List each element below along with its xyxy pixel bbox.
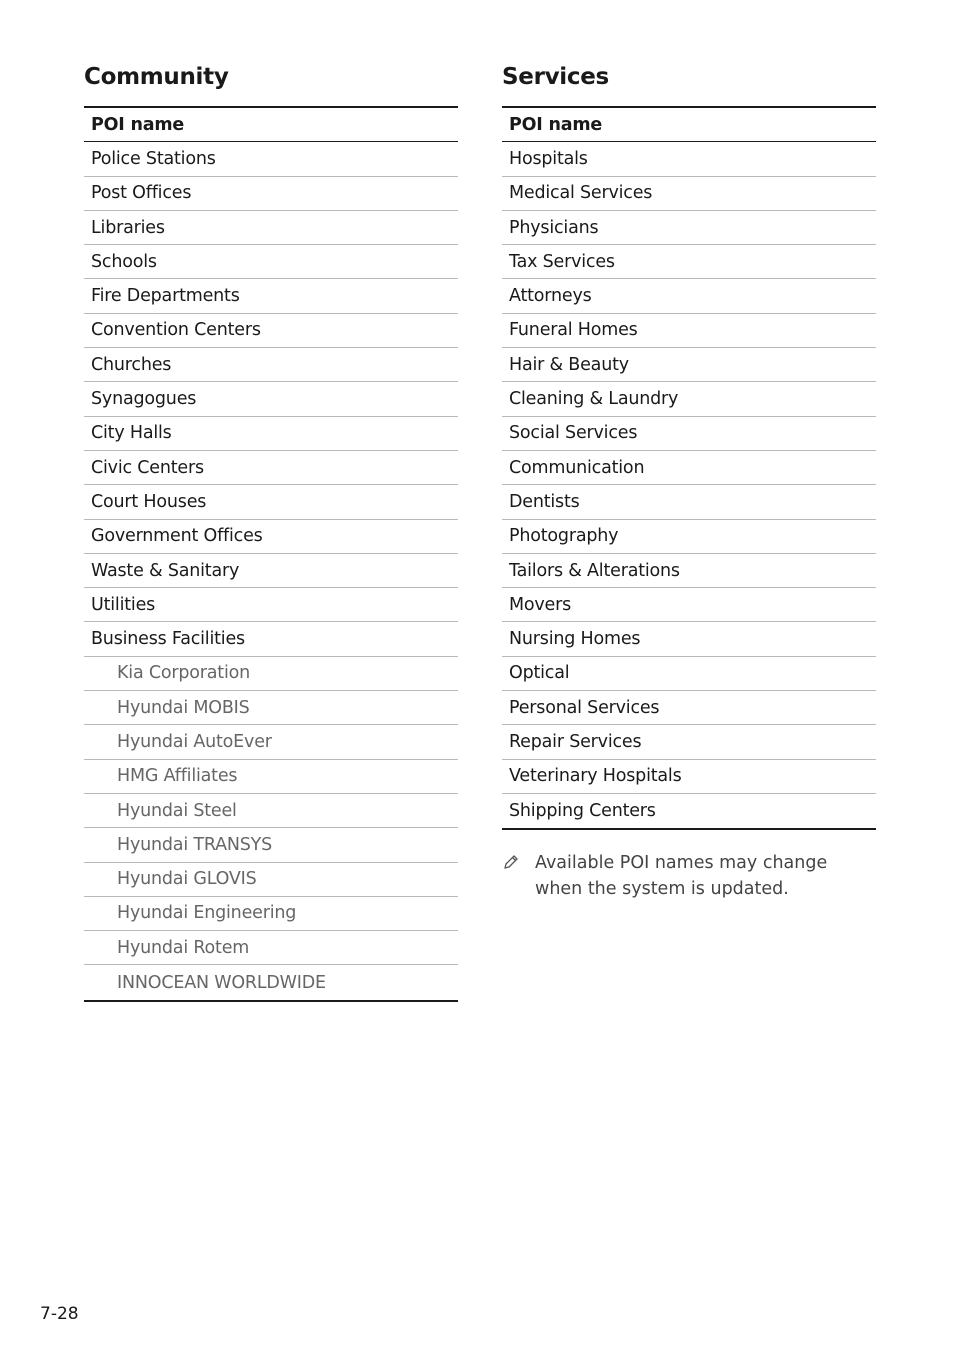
table-row: Schools [84, 245, 458, 279]
table-row: Court Houses [84, 485, 458, 519]
table-row: Business Facilities [84, 622, 458, 656]
table-row: Post Offices [84, 177, 458, 211]
table-row: Fire Departments [84, 279, 458, 313]
page-number: 7-28 [40, 1304, 79, 1324]
table-row: Government Offices [84, 520, 458, 554]
community-section [84, 60, 458, 1002]
table-row: Libraries [84, 211, 458, 245]
table-row: Photography [502, 520, 876, 554]
table-row: Nursing Homes [502, 622, 876, 656]
table-header: POI name [84, 108, 458, 142]
table-row: Waste & Sanitary [84, 554, 458, 588]
table-row: Hair & Beauty [502, 348, 876, 382]
table-row: Medical Services [502, 177, 876, 211]
table-subrow: Hyundai Rotem [84, 931, 458, 965]
table-row: Personal Services [502, 691, 876, 725]
table-row: Cleaning & Laundry [502, 382, 876, 416]
services-table [502, 106, 876, 830]
note [502, 850, 876, 902]
note-text: Available POI names may change when the system is updated. [535, 853, 828, 899]
pencil-note-icon [502, 850, 535, 902]
table-row: Social Services [502, 417, 876, 451]
table-subrow: Hyundai Steel [84, 794, 458, 828]
table-row: Optical [502, 657, 876, 691]
table-subrow: Hyundai MOBIS [84, 691, 458, 725]
table-subrow: Hyundai Engineering [84, 897, 458, 931]
community-title: Community [84, 64, 229, 90]
table-row: Dentists [502, 485, 876, 519]
table-subrow: INNOCEAN WORLDWIDE [117, 972, 326, 993]
table-subrow: HMG Affiliates [84, 760, 458, 794]
table-row: Communication [502, 451, 876, 485]
table-subrow: Hyundai AutoEver [84, 725, 458, 759]
services-title: Services [502, 64, 609, 90]
table-row: Movers [502, 588, 876, 622]
table-row: Utilities [84, 588, 458, 622]
table-row: City Halls [84, 417, 458, 451]
table-row: Convention Centers [84, 314, 458, 348]
table-row: Shipping Centers [509, 801, 656, 822]
table-row: Tailors & Alterations [502, 554, 876, 588]
table-subrow: Hyundai GLOVIS [84, 863, 458, 897]
table-subrow: Kia Corporation [84, 657, 458, 691]
table-row: Attorneys [502, 279, 876, 313]
table-row: Churches [84, 348, 458, 382]
table-row: Veterinary Hospitals [502, 760, 876, 794]
community-table [84, 106, 458, 1002]
table-row: Physicians [502, 211, 876, 245]
table-row: Hospitals [502, 142, 876, 176]
table-row: Funeral Homes [502, 314, 876, 348]
services-section [502, 60, 876, 830]
table-row: Civic Centers [84, 451, 458, 485]
table-row: Police Stations [84, 142, 458, 176]
table-header: POI name [502, 108, 876, 142]
table-row: Tax Services [502, 245, 876, 279]
table-row: Repair Services [502, 725, 876, 759]
table-row: Synagogues [84, 382, 458, 416]
table-subrow: Hyundai TRANSYS [84, 828, 458, 862]
